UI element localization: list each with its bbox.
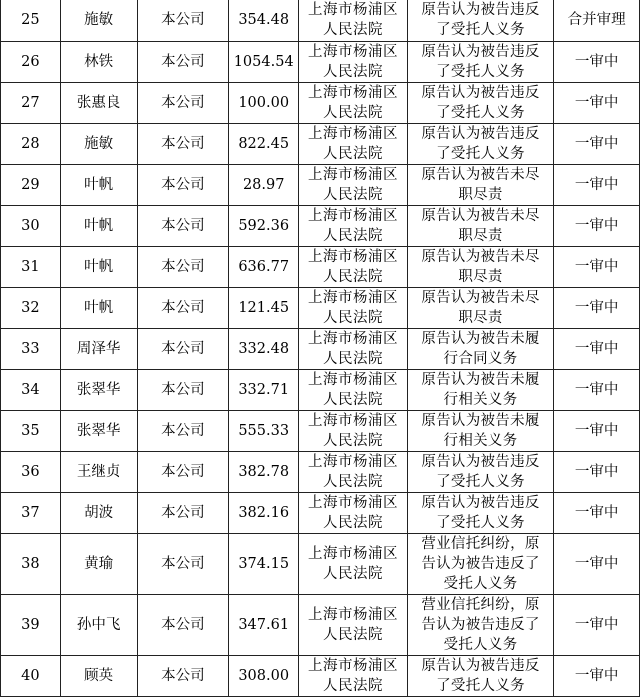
reason-cell-line: 了受托人义务 [436,64,525,80]
court-cell [299,288,408,329]
defendant-cell: 本公司 [137,370,229,411]
status-cell: 合并审理 [554,0,640,42]
case-number-cell: 25 [1,0,61,42]
court-cell-line: 上海市杨浦区 [307,290,398,306]
case-number-cell: 35 [1,411,61,452]
amount-cell: 332.71 [229,370,299,411]
reason-cell-line: 原告认为被告未履 [421,413,540,429]
status-cell: 一审中 [554,411,640,452]
court-cell [299,83,408,124]
case-number-cell: 27 [1,83,61,124]
case-number-cell: 38 [1,534,61,595]
plaintiff-name-cell: 胡波 [60,493,137,534]
reason-cell-line: 原告认为被告违反 [421,495,540,511]
table-row [1,534,640,595]
plaintiff-name-cell: 叶帆 [60,206,137,247]
reason-cell-line: 告认为被告违反了 [421,617,540,633]
court-cell [299,206,408,247]
plaintiff-name-cell: 施敏 [60,0,137,42]
table-row [1,206,640,247]
defendant-cell: 本公司 [137,247,229,288]
defendant-cell: 本公司 [137,452,229,493]
table-row [1,83,640,124]
plaintiff-name-cell: 顾英 [60,656,137,697]
case-number-cell: 29 [1,165,61,206]
status-cell: 一审中 [554,124,640,165]
reason-cell-line: 告认为被告违反了 [421,556,540,572]
status-cell: 一审中 [554,534,640,595]
table-row [1,656,640,697]
status-cell: 一审中 [554,452,640,493]
status-cell: 一审中 [554,288,640,329]
reason-cell-line: 原告认为被告未尽 [421,208,540,224]
reason-cell-line: 受托人义务 [443,637,518,653]
reason-cell-line: 原告认为被告未尽 [421,249,540,265]
reason-cell [407,370,554,411]
court-cell-line: 上海市杨浦区 [307,372,398,388]
court-cell-line: 上海市杨浦区 [307,331,398,347]
court-cell [299,0,408,42]
reason-cell-line: 营业信托纠纷，原 [421,536,540,552]
plaintiff-name-cell: 周泽华 [60,329,137,370]
reason-cell-line: 行合同义务 [443,351,518,367]
plaintiff-name-cell: 孙中飞 [60,595,137,656]
court-cell-line: 上海市杨浦区 [307,126,398,142]
court-cell [299,534,408,595]
defendant-cell: 本公司 [137,0,229,42]
reason-cell [407,288,554,329]
defendant-cell: 本公司 [137,329,229,370]
amount-cell: 347.61 [229,595,299,656]
court-cell [299,370,408,411]
court-cell-line: 上海市杨浦区 [307,249,398,265]
court-cell-line: 人民法院 [322,21,383,38]
court-cell-line: 人民法院 [322,146,383,162]
reason-cell-line: 了受托人义务 [436,21,525,38]
court-cell-line: 上海市杨浦区 [307,607,398,623]
case-number-cell: 40 [1,656,61,697]
case-number-cell: 36 [1,452,61,493]
plaintiff-name-cell: 张惠良 [60,83,137,124]
amount-cell: 1054.54 [229,42,299,83]
amount-cell: 382.78 [229,452,299,493]
court-cell-line: 人民法院 [322,678,383,694]
reason-cell [407,124,554,165]
court-cell [299,411,408,452]
reason-cell [407,165,554,206]
amount-cell: 374.15 [229,534,299,595]
court-cell-line: 上海市杨浦区 [307,546,398,562]
court-cell-line: 人民法院 [322,351,383,367]
table-row [1,370,640,411]
plaintiff-name-cell: 张翠华 [60,411,137,452]
case-number-cell: 37 [1,493,61,534]
reason-cell-line: 行相关义务 [443,392,518,408]
reason-cell-line: 营业信托纠纷，原 [421,597,540,613]
reason-cell-line: 职尽责 [458,269,503,285]
plaintiff-name-cell: 张翠华 [60,370,137,411]
court-cell-line: 上海市杨浦区 [307,44,398,60]
status-cell: 一审中 [554,595,640,656]
court-cell-line: 上海市杨浦区 [307,454,398,470]
reason-cell [407,656,554,697]
amount-cell: 332.48 [229,329,299,370]
plaintiff-name-cell: 叶帆 [60,247,137,288]
court-cell-line: 上海市杨浦区 [307,167,398,183]
reason-cell-line: 了受托人义务 [436,105,525,121]
court-cell-line: 人民法院 [322,474,383,490]
amount-cell: 822.45 [229,124,299,165]
reason-cell-line: 原告认为被告未尽 [421,290,540,306]
court-cell [299,247,408,288]
plaintiff-name-cell: 王继贞 [60,452,137,493]
defendant-cell: 本公司 [137,288,229,329]
table-row [1,493,640,534]
amount-cell: 354.48 [229,0,299,42]
reason-cell-line: 原告认为被告违反 [421,85,540,101]
court-cell [299,595,408,656]
reason-cell [407,206,554,247]
defendant-cell: 本公司 [137,656,229,697]
amount-cell: 28.97 [229,165,299,206]
reason-cell [407,83,554,124]
reason-cell [407,411,554,452]
case-number-cell: 26 [1,42,61,83]
court-cell-line: 人民法院 [322,269,383,285]
court-cell-line: 上海市杨浦区 [307,413,398,429]
defendant-cell: 本公司 [137,534,229,595]
court-cell-line: 人民法院 [322,228,383,244]
reason-cell-line: 原告认为被告未履 [421,331,540,347]
reason-cell [407,247,554,288]
case-number-cell: 32 [1,288,61,329]
table-row [1,0,640,42]
status-cell: 一审中 [554,329,640,370]
court-cell [299,165,408,206]
court-cell [299,329,408,370]
status-cell: 一审中 [554,83,640,124]
court-cell-line: 人民法院 [322,105,383,121]
plaintiff-name-cell: 林铁 [60,42,137,83]
court-cell [299,656,408,697]
reason-cell-line: 职尽责 [458,228,503,244]
amount-cell: 382.16 [229,493,299,534]
table-row [1,452,640,493]
table-row [1,288,640,329]
court-cell-line: 人民法院 [322,64,383,80]
reason-cell [407,534,554,595]
status-cell: 一审中 [554,493,640,534]
reason-cell-line: 了受托人义务 [436,515,525,531]
court-cell-line: 上海市杨浦区 [307,1,398,18]
reason-cell [407,595,554,656]
case-number-cell: 33 [1,329,61,370]
reason-cell-line: 原告认为被告违反 [421,658,540,674]
amount-cell: 308.00 [229,656,299,697]
plaintiff-name-cell: 叶帆 [60,165,137,206]
reason-cell-line: 了受托人义务 [436,678,525,694]
table-row [1,329,640,370]
court-cell [299,42,408,83]
amount-cell: 555.33 [229,411,299,452]
court-cell [299,493,408,534]
status-cell: 一审中 [554,247,640,288]
reason-cell-line: 原告认为被告违反 [421,44,540,60]
status-cell: 一审中 [554,206,640,247]
table-row [1,247,640,288]
reason-cell [407,329,554,370]
case-number-cell: 30 [1,206,61,247]
reason-cell-line: 职尽责 [458,310,503,326]
reason-cell-line: 原告认为被告未履 [421,372,540,388]
court-cell [299,452,408,493]
table-row [1,124,640,165]
plaintiff-name-cell: 施敏 [60,124,137,165]
defendant-cell: 本公司 [137,124,229,165]
reason-cell-line: 原告认为被告违反 [421,1,540,18]
defendant-cell: 本公司 [137,595,229,656]
defendant-cell: 本公司 [137,83,229,124]
reason-cell-line: 原告认为被告违反 [421,126,540,142]
status-cell: 一审中 [554,656,640,697]
defendant-cell: 本公司 [137,411,229,452]
reason-cell-line: 了受托人义务 [436,146,525,162]
reason-cell-line: 原告认为被告未尽 [421,167,540,183]
court-cell-line: 人民法院 [322,566,383,582]
defendant-cell: 本公司 [137,493,229,534]
reason-cell-line: 了受托人义务 [436,474,525,490]
court-cell-line: 上海市杨浦区 [307,85,398,101]
court-cell-line: 人民法院 [322,392,383,408]
status-cell: 一审中 [554,42,640,83]
table-row [1,165,640,206]
court-cell-line: 人民法院 [322,187,383,203]
case-number-cell: 31 [1,247,61,288]
defendant-cell: 本公司 [137,42,229,83]
reason-cell-line: 行相关义务 [443,433,518,449]
defendant-cell: 本公司 [137,206,229,247]
amount-cell: 100.00 [229,83,299,124]
court-cell-line: 上海市杨浦区 [307,495,398,511]
court-cell-line: 人民法院 [322,310,383,326]
table-row [1,595,640,656]
reason-cell [407,0,554,42]
case-number-cell: 28 [1,124,61,165]
court-cell-line: 上海市杨浦区 [307,658,398,674]
reason-cell-line: 受托人义务 [443,576,518,592]
reason-cell-line: 原告认为被告违反 [421,454,540,470]
plaintiff-name-cell: 叶帆 [60,288,137,329]
reason-cell-line: 职尽责 [458,187,503,203]
defendant-cell: 本公司 [137,165,229,206]
case-number-cell: 39 [1,595,61,656]
table-row [1,42,640,83]
status-cell: 一审中 [554,165,640,206]
amount-cell: 636.77 [229,247,299,288]
table-row [1,411,640,452]
reason-cell [407,452,554,493]
plaintiff-name-cell: 黄瑜 [60,534,137,595]
court-cell-line: 人民法院 [322,627,383,643]
court-cell-line: 人民法院 [322,515,383,531]
amount-cell: 592.36 [229,206,299,247]
court-cell-line: 上海市杨浦区 [307,208,398,224]
status-cell: 一审中 [554,370,640,411]
court-cell [299,124,408,165]
reason-cell [407,42,554,83]
case-number-cell: 34 [1,370,61,411]
amount-cell: 121.45 [229,288,299,329]
reason-cell [407,493,554,534]
court-cell-line: 人民法院 [322,433,383,449]
